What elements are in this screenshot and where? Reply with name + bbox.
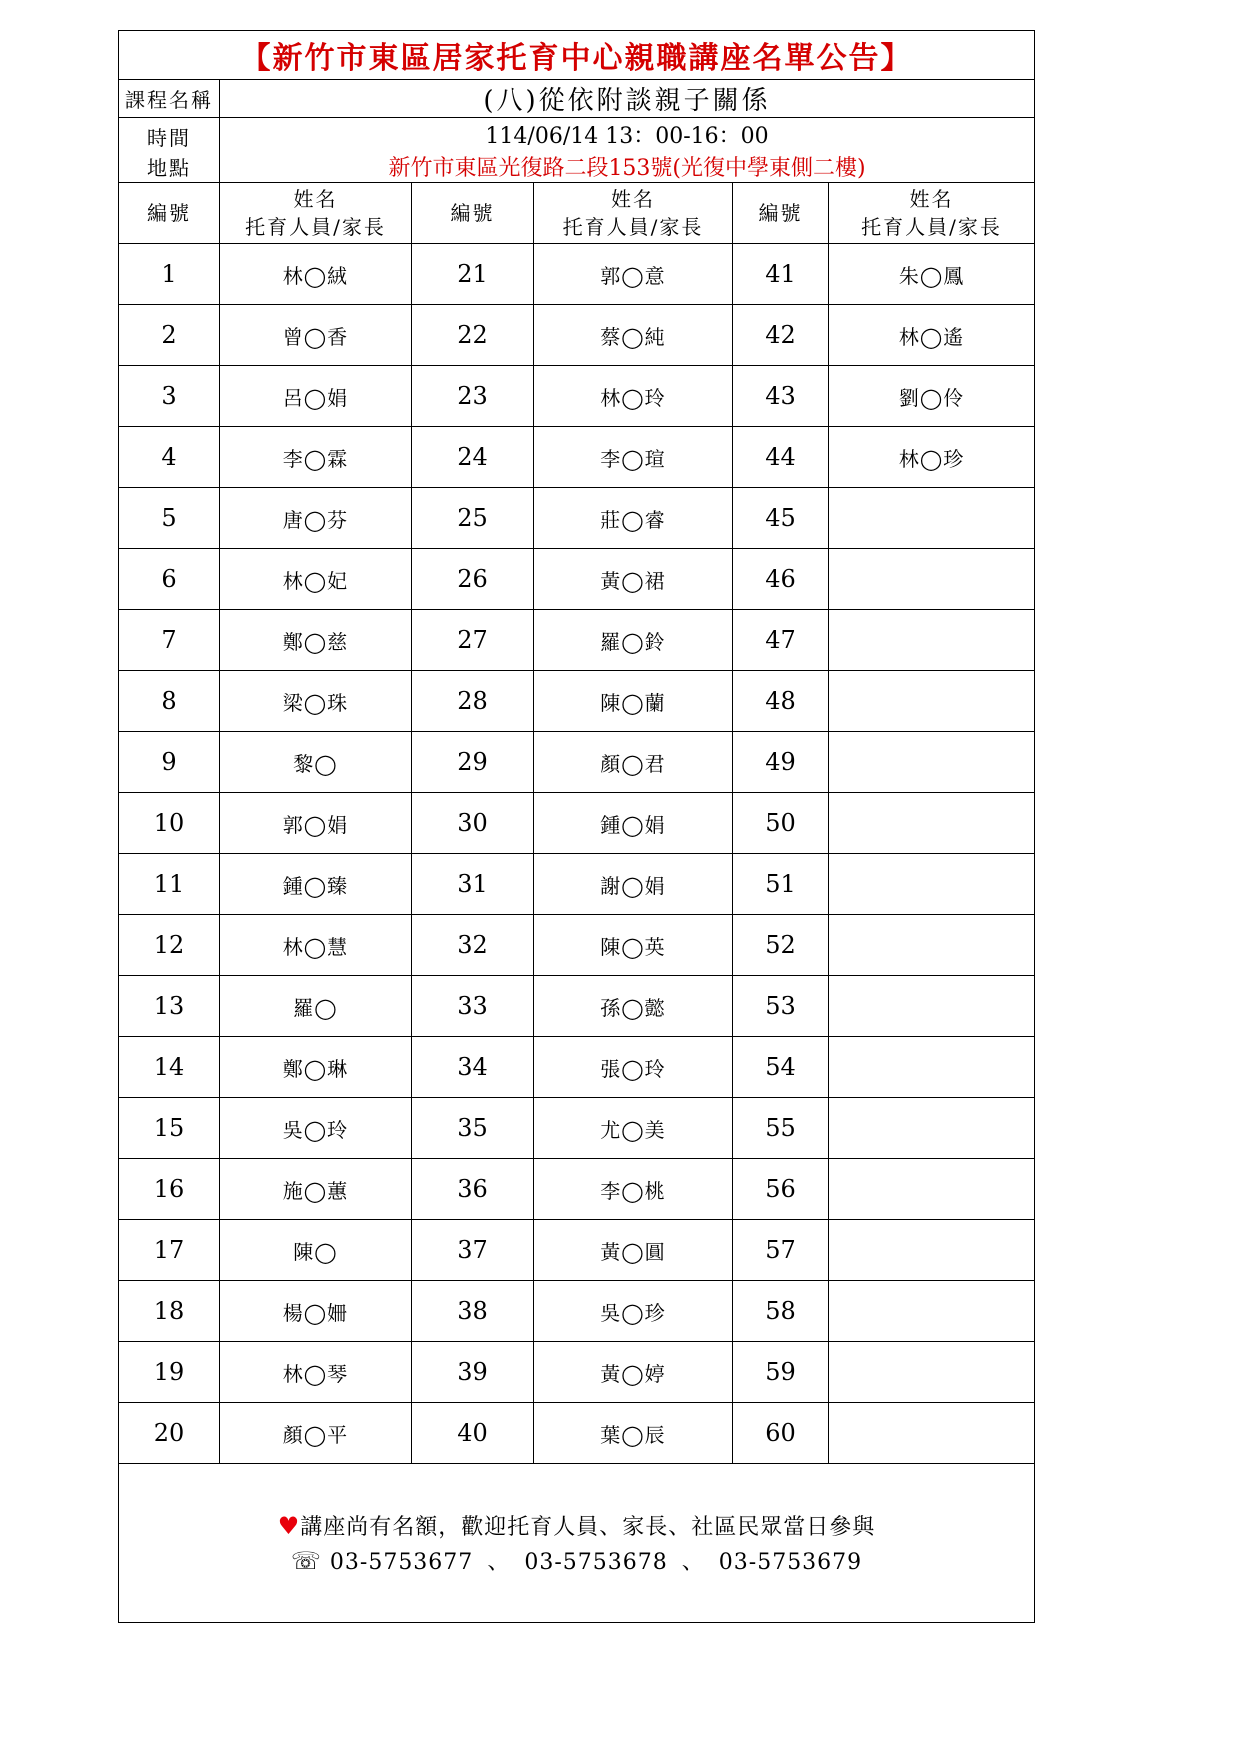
entry-number: 35 [412, 1098, 534, 1159]
entry-name [829, 1403, 1035, 1464]
entry-name: 陳◯ [220, 1220, 412, 1281]
phone-icon: ☏ [290, 1547, 322, 1575]
entry-name: 鄭◯琳 [220, 1037, 412, 1098]
entry-number: 48 [733, 671, 829, 732]
entry-name [829, 1281, 1035, 1342]
entry-number: 14 [119, 1037, 220, 1098]
entry-name: 蔡◯純 [534, 305, 733, 366]
footer-phones-line [119, 1545, 1034, 1576]
name-header [829, 183, 1035, 244]
name-header-line2: 托育人員/家長 [861, 215, 1002, 239]
location-value: 新竹市東區光復路二段153號(光復中學東側二樓) [220, 151, 1035, 183]
entry-name: 黃◯婷 [534, 1342, 733, 1403]
name-header-line2: 托育人員/家長 [562, 215, 704, 239]
footer-message-line [119, 1510, 1034, 1541]
entry-name: 張◯玲 [534, 1037, 733, 1098]
table-row [119, 366, 1035, 427]
entry-number: 45 [733, 488, 829, 549]
entry-number: 6 [119, 549, 220, 610]
entry-number: 28 [412, 671, 534, 732]
entry-number: 23 [412, 366, 534, 427]
entry-name: 李◯瑄 [534, 427, 733, 488]
course-name: (八)從依附談親子關係 [220, 80, 1035, 118]
entry-number: 26 [412, 549, 534, 610]
entry-number: 18 [119, 1281, 220, 1342]
entry-name [829, 671, 1035, 732]
entry-number: 15 [119, 1098, 220, 1159]
phone-separator: 、 [681, 1550, 705, 1575]
entry-number: 43 [733, 366, 829, 427]
entry-number: 52 [733, 915, 829, 976]
entry-name: 李◯桃 [534, 1159, 733, 1220]
entry-name [829, 1159, 1035, 1220]
entry-name: 莊◯睿 [534, 488, 733, 549]
name-header [534, 183, 733, 244]
entry-name: 李◯霖 [220, 427, 412, 488]
entry-name [829, 549, 1035, 610]
table-row [119, 1281, 1035, 1342]
name-header-line1: 姓名 [909, 187, 954, 211]
entry-number: 59 [733, 1342, 829, 1403]
entry-name: 陳◯蘭 [534, 671, 733, 732]
entry-name: 梁◯珠 [220, 671, 412, 732]
entry-number: 39 [412, 1342, 534, 1403]
entry-number: 58 [733, 1281, 829, 1342]
entry-number: 27 [412, 610, 534, 671]
entry-number: 7 [119, 610, 220, 671]
footer-message: 講座尚有名額，歡迎托育人員、家長、社區民眾當日參與 [300, 1515, 876, 1540]
table-row [119, 793, 1035, 854]
table-row [119, 244, 1035, 305]
entry-number: 51 [733, 854, 829, 915]
entry-name [829, 1037, 1035, 1098]
entry-number: 11 [119, 854, 220, 915]
entry-number: 21 [412, 244, 534, 305]
entry-number: 56 [733, 1159, 829, 1220]
table-row [119, 854, 1035, 915]
entry-name: 林◯慧 [220, 915, 412, 976]
entry-name: 林◯遙 [829, 305, 1035, 366]
name-header-line1: 姓名 [611, 187, 655, 211]
entry-number: 3 [119, 366, 220, 427]
entry-number: 12 [119, 915, 220, 976]
page-title: 【新竹市東區居家托育中心親職講座名單公告】 [119, 31, 1035, 80]
table-row [119, 1220, 1035, 1281]
name-header [220, 183, 412, 244]
number-header: 編號 [119, 183, 220, 244]
entry-name: 呂◯娟 [220, 366, 412, 427]
entry-number: 2 [119, 305, 220, 366]
entry-name: 孫◯懿 [534, 976, 733, 1037]
entry-number: 8 [119, 671, 220, 732]
entry-name: 曾◯香 [220, 305, 412, 366]
entry-number: 46 [733, 549, 829, 610]
entry-number: 49 [733, 732, 829, 793]
entry-name: 鄭◯慈 [220, 610, 412, 671]
phone-number: 03-5753677 [329, 1550, 474, 1575]
entry-number: 33 [412, 976, 534, 1037]
entry-name [829, 854, 1035, 915]
table-row [119, 610, 1035, 671]
entry-name: 林◯絨 [220, 244, 412, 305]
entry-name: 葉◯辰 [534, 1403, 733, 1464]
time-label: 時間 [119, 118, 220, 152]
entry-name [829, 793, 1035, 854]
entry-number: 36 [412, 1159, 534, 1220]
entry-name: 鍾◯娟 [534, 793, 733, 854]
entry-number: 17 [119, 1220, 220, 1281]
entry-number: 41 [733, 244, 829, 305]
entry-name: 林◯珍 [829, 427, 1035, 488]
table-row [119, 915, 1035, 976]
entry-name: 唐◯芬 [220, 488, 412, 549]
roster-table [118, 30, 1035, 1623]
entry-number: 40 [412, 1403, 534, 1464]
entry-name: 郭◯娟 [220, 793, 412, 854]
column-header-row [119, 183, 1035, 244]
entry-name [829, 1220, 1035, 1281]
entry-name: 郭◯意 [534, 244, 733, 305]
entry-name: 黃◯裙 [534, 549, 733, 610]
entry-name [829, 610, 1035, 671]
entry-number: 24 [412, 427, 534, 488]
entry-name: 吳◯玲 [220, 1098, 412, 1159]
entry-name: 林◯玲 [534, 366, 733, 427]
entry-number: 1 [119, 244, 220, 305]
table-row [119, 1403, 1035, 1464]
entry-number: 38 [412, 1281, 534, 1342]
footer-notice [119, 1464, 1035, 1623]
table-row [119, 1159, 1035, 1220]
table-row [119, 671, 1035, 732]
entry-number: 32 [412, 915, 534, 976]
entry-name [829, 488, 1035, 549]
entry-name: 羅◯鈴 [534, 610, 733, 671]
entry-number: 16 [119, 1159, 220, 1220]
name-header-line1: 姓名 [293, 187, 338, 211]
entry-number: 22 [412, 305, 534, 366]
entry-name [829, 915, 1035, 976]
number-header: 編號 [412, 183, 534, 244]
table-row [119, 549, 1035, 610]
entry-number: 5 [119, 488, 220, 549]
table-row [119, 488, 1035, 549]
heart-icon: ♥ [277, 1512, 301, 1540]
entry-number: 53 [733, 976, 829, 1037]
entry-number: 25 [412, 488, 534, 549]
entry-name: 劉◯伶 [829, 366, 1035, 427]
entry-name: 顏◯平 [220, 1403, 412, 1464]
entry-number: 4 [119, 427, 220, 488]
name-header-line2: 托育人員/家長 [245, 215, 386, 239]
entry-name: 朱◯鳳 [829, 244, 1035, 305]
entry-name: 黎◯ [220, 732, 412, 793]
table-row [119, 976, 1035, 1037]
entry-number: 54 [733, 1037, 829, 1098]
entry-name: 顏◯君 [534, 732, 733, 793]
entry-number: 10 [119, 793, 220, 854]
table-row [119, 427, 1035, 488]
entry-number: 29 [412, 732, 534, 793]
entry-number: 9 [119, 732, 220, 793]
entry-name [829, 732, 1035, 793]
entry-number: 55 [733, 1098, 829, 1159]
entry-number: 44 [733, 427, 829, 488]
entry-name: 羅◯ [220, 976, 412, 1037]
entry-name: 謝◯娟 [534, 854, 733, 915]
entry-name: 林◯琴 [220, 1342, 412, 1403]
phone-separator: 、 [487, 1550, 511, 1575]
course-label: 課程名稱 [119, 80, 220, 118]
entry-number: 13 [119, 976, 220, 1037]
entry-number: 50 [733, 793, 829, 854]
entry-name [829, 1098, 1035, 1159]
entry-number: 37 [412, 1220, 534, 1281]
entry-number: 57 [733, 1220, 829, 1281]
entry-name: 楊◯姍 [220, 1281, 412, 1342]
entry-number: 30 [412, 793, 534, 854]
entry-name: 林◯妃 [220, 549, 412, 610]
entry-number: 42 [733, 305, 829, 366]
entry-name [829, 976, 1035, 1037]
number-header: 編號 [733, 183, 829, 244]
entry-number: 20 [119, 1403, 220, 1464]
entry-name [829, 1342, 1035, 1403]
entry-name: 鍾◯臻 [220, 854, 412, 915]
table-row [119, 305, 1035, 366]
entry-name: 施◯蕙 [220, 1159, 412, 1220]
location-label: 地點 [119, 151, 220, 183]
table-row [119, 1098, 1035, 1159]
entry-number: 34 [412, 1037, 534, 1098]
entry-number: 19 [119, 1342, 220, 1403]
entry-name: 尤◯美 [534, 1098, 733, 1159]
entry-name: 陳◯英 [534, 915, 733, 976]
table-row [119, 1342, 1035, 1403]
entry-number: 31 [412, 854, 534, 915]
table-row [119, 732, 1035, 793]
phone-number: 03-5753678 [524, 1550, 668, 1575]
phone-number: 03-5753679 [718, 1550, 863, 1575]
entry-name: 吳◯珍 [534, 1281, 733, 1342]
table-row [119, 1037, 1035, 1098]
time-value: 114/06/14 13：00-16：00 [220, 118, 1035, 152]
entry-number: 47 [733, 610, 829, 671]
entry-number: 60 [733, 1403, 829, 1464]
entry-name: 黃◯圓 [534, 1220, 733, 1281]
